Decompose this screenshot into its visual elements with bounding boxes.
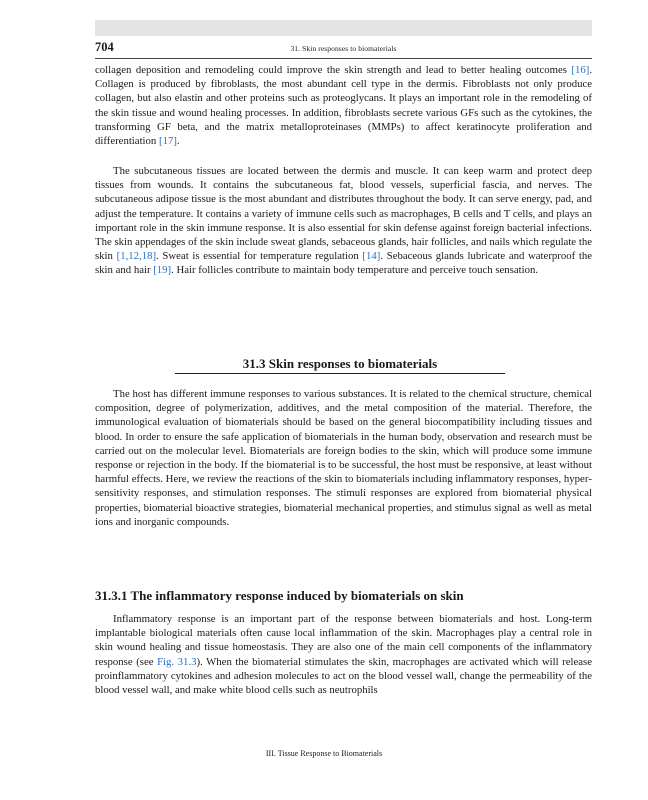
section-rule bbox=[175, 373, 505, 374]
body-paragraph-4: Inflammatory response is an important part of the response between biomaterials and host. Long-term implantable biological materials often cause local inflammation of the skin. Macrophages play a central role in skin wound healing and tissue homeostasis. They are also one of the main cell components of the inflammatory response (see Fig. 31.3). When the biomaterial stimulates the skin, macrophages are activated which will release proinflammatory cytokines and adhesion molecules to act on the blood vessel wall, change the permeability of the blood vessel wall, and make white blood cells such as neutrophils bbox=[95, 613, 593, 697]
citation-link[interactable]: [19] bbox=[153, 264, 172, 277]
page-footer: III. Tissue Response to Biomaterials bbox=[265, 749, 383, 758]
citation-link[interactable]: [17] bbox=[158, 135, 177, 148]
body-paragraph-1: collagen deposition and remodeling could improve the skin strength and lead to better healing outcomes [16]. Collagen is produced by fibroblasts, the most abundant cell type in the dermis. Fibroblasts not only produce collagen, but also elastin and other proteins such as proteoglycans. It plays an important role in the remodeling of the skin tissue and wound healing processes. In addition, fibroblasts secrete various GFs such as the cytokines, the transforming GF beta, and the matrix metalloproteinases (MMPs) to affect keratinocyte proliferation and differentiation [17]. bbox=[95, 64, 592, 148]
section-title: 31.3 Skin responses to biomaterials bbox=[242, 356, 438, 371]
page-header bbox=[95, 38, 592, 59]
body-paragraph-3: The host has different immune responses to various substances. It is related to the chemical structure, chemical composition, degree of polymerization, additives, and the metal composition of the material. Therefore, the immunological evaluation of biomaterials should be based on the general biocompatibility including tissues and blood. In order to ensure the safe application of biomaterials in the human body, observation and research must be carried out on the molecular level. Biomaterials are foreign bodies to the skin, which will produce some immune response or rejection in the body. If the biomaterial is to be successful, the host must be responsive, at least without harmful effects. Here, we review the reactions of the skin to biomaterials including inflammatory responses, hypersensitivity responses, and stimulation responses. The stimuli responses are explored from biomaterial physical properties, biomaterial bioactive strategies, biomaterial mechanical properties, and stimulus signal as well as metal ions and inorganic compounds. bbox=[95, 388, 592, 528]
top-gray-bar bbox=[95, 20, 592, 36]
citation-link[interactable]: [16] bbox=[571, 64, 590, 76]
citation-link[interactable]: [14] bbox=[362, 250, 381, 263]
citation-link[interactable]: [1,12,18] bbox=[116, 250, 157, 263]
figure-link[interactable]: Fig. 31.3 bbox=[157, 655, 197, 668]
subsection-title: 31.3.1 The inflammatory response induced by biomaterials on skin bbox=[95, 588, 464, 603]
running-head: 31. Skin responses to biomaterials bbox=[290, 44, 397, 53]
body-paragraph-2: The subcutaneous tissues are located between the dermis and muscle. It can keep warm and protect deep tissues from wounds. It contains the subcutaneous fat, blood vessels, superficial fascia, and nerves. The subcutaneous adipose tissue is the most abundant and distributes throughout the body. It can serve energy, pad, and adjust the temperature. It contains a variety of immune cells such as macrophages, B cells and T cells, and plays an important role in the skin immune response. It is also essential for skin defense against foreign bacterial infections. The skin appendages of the skin include sweat glands, sebaceous glands, hair follicles, and nails which regulate the skin [1,12,18]. Sweat is essential for temperature regulation [14]. Sebaceous glands lubricate and waterproof the skin and hair [19]. Hair follicles contribute to maintain body temperature and perceive touch sensation. bbox=[95, 165, 592, 277]
page-number: 704 bbox=[95, 40, 114, 54]
